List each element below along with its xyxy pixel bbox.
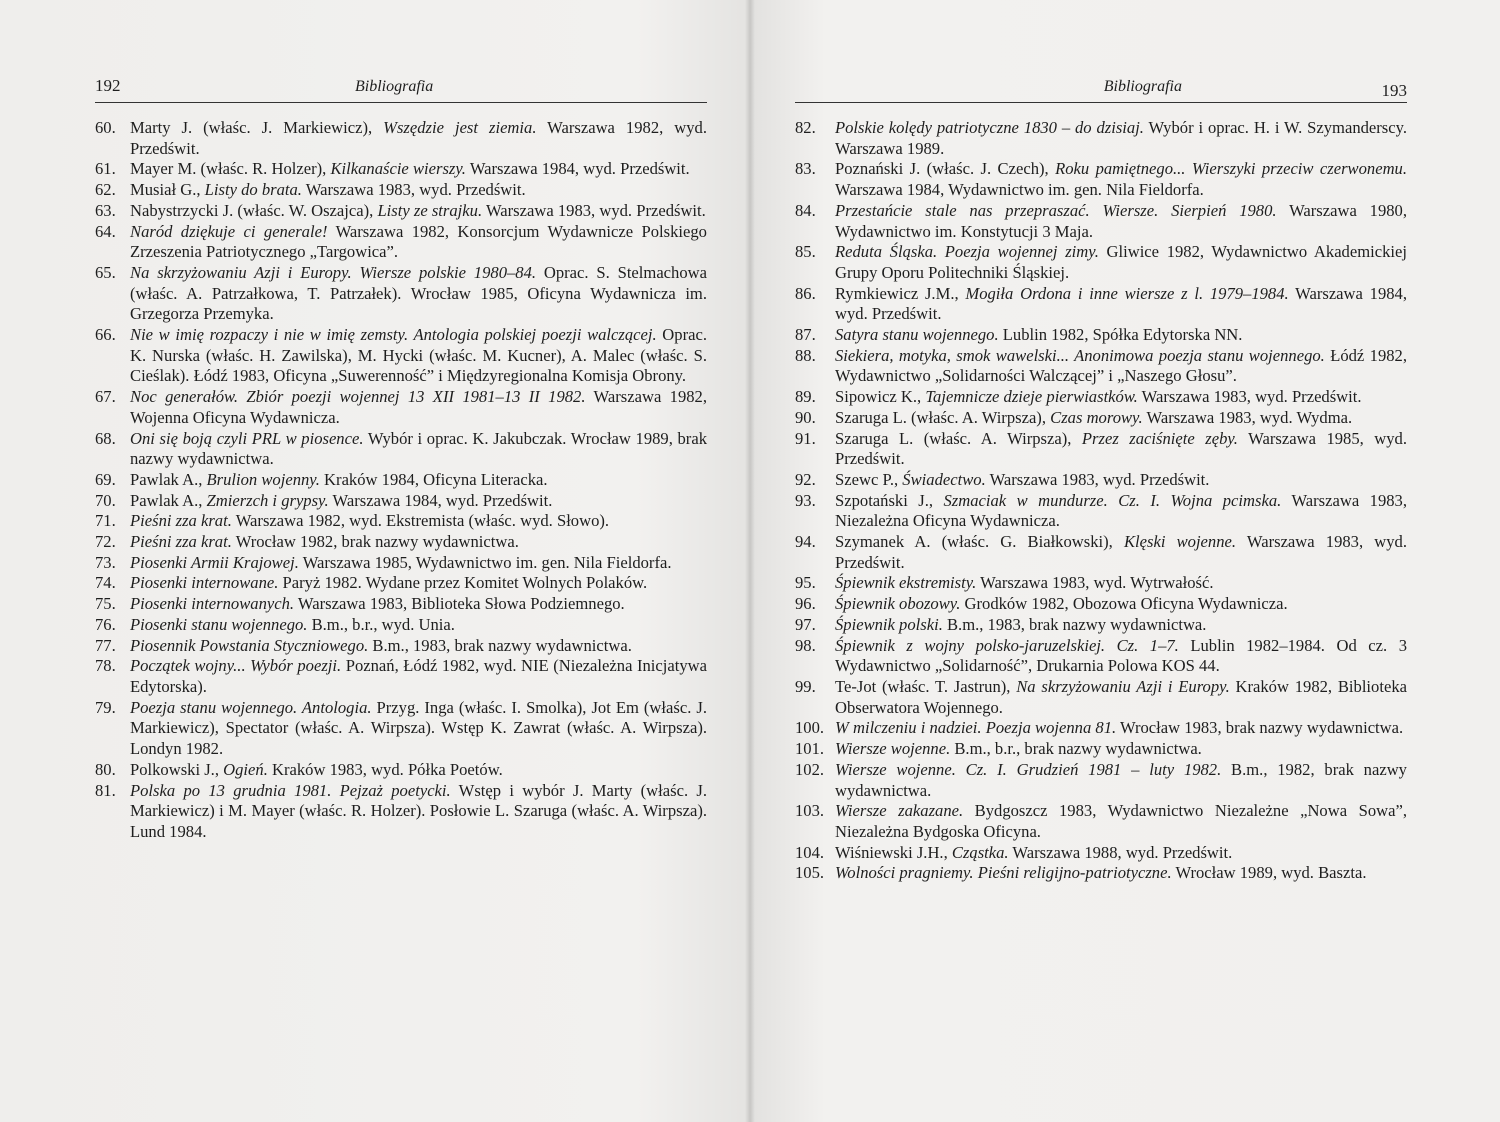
entry-author: Pawlak A., [130,469,207,489]
entry-author: Musiał G., [130,180,205,200]
bibliography-entry [795,677,1407,718]
entry-title: Naród dziękuje ci generale! [130,221,328,241]
entry-author: Szaruga L. (właśc. A. Wirpsza), [835,428,1082,448]
bibliography-entry [95,201,707,222]
entry-title: Brulion wojenny. [206,469,320,489]
entry-number: 74. [95,573,116,593]
entry-number: 104. [795,842,825,862]
bibliography-entry [795,594,1407,615]
entry-number: 80. [95,759,116,779]
entry-publication: Wybór i oprac. K. Jakubczak. Wrocław 1989, brak nazwy wydawnictwa. [130,428,707,469]
entry-number: 89. [795,387,816,407]
left-bibliography-list [95,118,707,843]
bibliography-entry [95,656,707,697]
left-page-number: 192 [95,76,121,95]
entry-title: Reduta Śląska. Poezja wojennej zimy. [835,242,1099,262]
book-gutter [745,0,755,1122]
entry-number: 82. [795,118,816,137]
entry-title: Czas morowy. [1050,407,1143,427]
entry-number: 91. [795,428,816,448]
entry-publication: Warszawa 1980, Wydawnictwo im. Konstytucji 3 Maja. [835,200,1407,241]
entry-title: Satyra stanu wojennego. [835,325,999,345]
entry-title: Przez zaciśnięte zęby. [1081,428,1238,448]
entry-title: Noc generałów. Zbiór poezji wojennej 13 XII 1981–13 II 1982. [130,387,586,407]
entry-publication: Warszawa 1983, wyd. Przedświt. [985,469,1210,489]
bibliography-entry [95,760,707,781]
entry-title: Świadectwo. [902,469,986,489]
entry-number: 93. [795,490,816,510]
entry-publication: Warszawa 1984, wyd. Przedświt. [835,283,1407,324]
entry-publication: Warszawa 1984, wyd. Przedświt. [328,490,553,510]
bibliography-entry [95,636,707,657]
entry-publication: Warszawa 1982, wyd. Przedświt. [130,118,707,158]
bibliography-entry [795,801,1407,842]
entry-publication: Warszawa 1983, wyd. Przedświt. [482,200,706,220]
entry-title: Roku pamiętnego... Wierszyki przeciw czerwonemu. [1055,159,1407,179]
entry-number: 97. [795,614,816,634]
entry-title: Piosennik Powstania Styczniowego. [130,635,369,655]
entry-title: Polska po 13 grudnia 1981. Pejzaż poetycki. [130,780,451,800]
entry-number: 88. [795,345,816,365]
bibliography-entry [795,346,1407,387]
entry-number: 105. [795,863,825,883]
entry-publication: Bydgoszcz 1983, Wydawnictwo Niezależne „Nowa Sowa”, Niezależna Bydgoska Oficyna. [835,801,1407,841]
entry-title: Tajemnicze dzieje pierwiastków. [925,387,1138,407]
bibliography-entry [95,491,707,512]
entry-number: 71. [95,511,116,531]
entry-title: Poezja stanu wojennego. Antologia. [130,697,372,717]
entry-number: 62. [95,180,116,200]
entry-title: Zmierzch i grypsy. [206,490,329,510]
entry-publication: Warszawa 1983, wyd. Wytrwałość. [976,573,1214,593]
entry-title: Śpiewnik polski. [835,614,943,634]
bibliography-entry [795,843,1407,864]
entry-publication: Wstęp i wybór J. Marty (właśc. J. Markiewicz) i M. Mayer (właśc. R. Holzer). Posłowie L. Szaruga (właśc. A. Wirpsza). Lund 1984. [130,780,707,841]
entry-number: 76. [95,614,116,634]
entry-number: 77. [95,635,116,655]
entry-title: Pieśni zza krat. [130,532,232,552]
entry-publication: B.m., b.r., wyd. Unia. [307,614,455,634]
entry-title: Oni się boją czyli PRL w piosence. [130,428,364,448]
bibliography-entry [95,118,707,159]
entry-number: 79. [95,697,116,717]
entry-number: 92. [795,469,816,489]
entry-title: Na skrzyżowaniu Azji i Europy. [1016,676,1230,696]
entry-publication: Kraków 1982, Biblioteka Obserwatora Wojennego. [835,676,1407,717]
entry-author: Wiśniewski J.H., [835,842,952,862]
entry-publication: Wrocław 1982, brak nazwy wydawnictwa. [231,532,519,552]
entry-number: 70. [95,490,116,510]
entry-author: Pawlak A., [130,490,207,510]
entry-title: Śpiewnik obozowy. [835,594,961,614]
entry-publication: Warszawa 1984, wyd. Przedświt. [465,159,690,179]
entry-number: 66. [95,325,116,345]
bibliography-entry [795,718,1407,739]
bibliography-entry [795,325,1407,346]
entry-title: Wiersze wojenne. Cz. I. Grudzień 1981 – luty 1982. [835,759,1222,779]
bibliography-entry [795,739,1407,760]
entry-number: 96. [795,594,816,614]
entry-author: Szewc P., [835,469,903,489]
right-page-header [795,72,1407,103]
entry-publication: Lublin 1982–1984. Od cz. 3 Wydawnictwo „Solidarność”, Drukarnia Polowa KOS 44. [835,635,1407,676]
entry-title: Wiersze wojenne. [835,739,951,759]
bibliography-entry [95,180,707,201]
entry-publication: Poznań, Łódź 1982, wyd. NIE (Niezależna Inicjatywa Edytorska). [130,656,707,696]
entry-title: Na skrzyżowaniu Azji i Europy. Wiersze polskie 1980–84. [130,262,537,282]
bibliography-entry [95,698,707,760]
bibliography-entry [795,118,1407,159]
entry-publication: Warszawa 1983, Biblioteka Słowa Podziemnego. [294,594,625,614]
entry-publication: Warszawa 1985, wyd. Przedświt. [835,428,1408,469]
entry-publication: Lublin 1982, Spółka Edytorska NN. [998,325,1243,345]
entry-title: Listy do brata. [204,180,302,200]
entry-number: 81. [95,780,116,800]
bibliography-entry [795,159,1407,200]
bibliography-entry [95,159,707,180]
entry-author: Mayer M. (właśc. R. Holzer), [130,159,331,179]
entry-publication: Warszawa 1983, wyd. Wydma. [1142,407,1353,427]
bibliography-entry [795,636,1407,677]
entry-title: W milczeniu i nadziei. Poezja wojenna 81. [835,718,1117,738]
entry-number: 103. [795,801,825,821]
left-running-title: Bibliografia [355,78,434,95]
entry-publication: B.m., 1983, brak nazwy wydawnictwa. [368,635,632,655]
entry-title: Wszędzie jest ziemia. [383,118,537,137]
entry-number: 65. [95,262,116,282]
entry-number: 101. [795,739,825,759]
entry-publication: Warszawa 1982, Konsorcjum Wydawnicze Polskiego Zrzeszenia Patriotycznego „Targowica”. [130,221,707,262]
entry-number: 100. [795,718,825,738]
right-page-number: 193 [1381,81,1407,100]
entry-author: Szpotański J., [835,490,944,510]
entry-title: Szmaciak w mundurze. Cz. I. Wojna pcimska. [943,490,1282,510]
entry-title: Piosenki stanu wojennego. [130,614,308,634]
entry-title: Wiersze zakazane. [835,801,964,821]
bibliography-entry [795,863,1407,884]
entry-number: 69. [95,469,116,489]
bibliography-entry [95,553,707,574]
bibliography-entry [95,263,707,325]
bibliography-entry [795,532,1407,573]
entry-number: 64. [95,221,116,241]
bibliography-entry [795,242,1407,283]
entry-number: 90. [795,407,816,427]
entry-title: Cząstka. [951,842,1009,862]
entry-publication: Paryż 1982. Wydane przez Komitet Wolnych Polaków. [278,573,648,593]
entry-title: Listy ze strajku. [377,200,483,220]
entry-publication: Warszawa 1982, Wojenna Oficyna Wydawnicza. [130,387,707,427]
entry-author: Te-Jot (właśc. T. Jastrun), [835,676,1017,696]
entry-number: 87. [795,325,816,345]
entry-publication: Warszawa 1988, wyd. Przedświt. [1008,842,1233,862]
entry-title: Śpiewnik ekstremisty. [835,573,977,593]
bibliography-entry [95,325,707,387]
entry-title: Początek wojny... Wybór poezji. [130,656,342,676]
right-running-title: Bibliografia [1103,78,1182,95]
entry-number: 98. [795,635,816,655]
entry-author: Nabystrzycki J. (właśc. W. Oszajca), [130,200,378,220]
entry-title: Mogiła Ordona i inne wiersze z l. 1979–1984. [965,283,1289,303]
entry-title: Ogień. [223,759,268,779]
bibliography-entry [795,387,1407,408]
entry-number: 78. [95,656,116,676]
entry-number: 102. [795,759,825,779]
entry-publication: Wrocław 1989, wyd. Baszta. [1171,863,1367,883]
entry-author: Rymkiewicz J.M., [835,283,966,303]
bibliography-entry [95,511,707,532]
entry-number: 94. [795,532,816,552]
entry-number: 95. [795,573,816,593]
entry-publication: Grodków 1982, Obozowa Oficyna Wydawnicza. [960,594,1288,614]
bibliography-entry [95,615,707,636]
entry-author: Sipowicz K., [835,387,926,407]
entry-title: Siekiera, motyka, smok wawelski... Anonimowa poezja stanu wojennego. [835,345,1325,365]
bibliography-entry [795,760,1407,801]
entry-number: 75. [95,594,116,614]
entry-publication: Warszawa 1983, Niezależna Oficyna Wydawnicza. [835,490,1407,531]
entry-publication: Gliwice 1982, Wydawnictwo Akademickiej Grupy Oporu Politechniki Śląskiej. [835,242,1407,282]
entry-publication: Warszawa 1984, Wydawnictwo im. gen. Nila Fieldorfa. [835,180,1204,200]
entry-number: 68. [95,428,116,448]
entry-publication: Warszawa 1985, Wydawnictwo im. gen. Nila Fieldorfa. [298,552,672,572]
entry-number: 63. [95,200,116,220]
entry-publication: Kraków 1983, wyd. Półka Poetów. [267,759,503,779]
right-page [750,0,1500,1122]
entry-title: Klęski wojenne. [1123,532,1237,552]
entry-author: Polkowski J., [130,759,224,779]
entry-title: Polskie kolędy patriotyczne 1830 – do dzisiaj. [835,118,1144,137]
entry-number: 72. [95,532,116,552]
entry-title: Piosenki internowanych. [130,594,295,614]
entry-publication: Warszawa 1982, wyd. Ekstremista (właśc. wyd. Słowo). [231,511,610,531]
entry-publication: Warszawa 1983, wyd. Przedświt. [835,532,1408,572]
entry-publication: Kraków 1984, Oficyna Literacka. [319,469,548,489]
entry-title: Przestańcie stale nas przepraszać. Wiersze. Sierpień 1980. [835,200,1277,220]
entry-publication: Oprac. S. Stelmachowa (właśc. A. Patrzałkowa, T. Patrzałek). Wrocław 1985, Oficyna Wydawnicza im. Grzegorza Przemyka. [130,262,707,324]
bibliography-entry [95,222,707,263]
entry-publication: Przyg. Inga (właśc. I. Smolka), Jot Em (właśc. J. Markiewicz), Spectator (właśc. A. Wirpsza). Wstęp K. Zawrat (właśc. A. Wirpsza). Londyn 1982. [130,697,707,759]
bibliography-entry [95,532,707,553]
entry-number: 60. [95,118,116,137]
entry-number: 73. [95,552,116,572]
bibliography-entry [795,408,1407,429]
entry-publication: Wybór i oprac. H. i W. Szymanderscy. Warszawa 1989. [835,118,1407,158]
entry-number: 61. [95,159,116,179]
bibliography-entry [795,201,1407,242]
bibliography-entry [795,284,1407,325]
entry-author: Marty J. (właśc. J. Markiewicz), [130,118,384,137]
entry-title: Pieśni zza krat. [130,511,232,531]
entry-title: Nie w imię rozpaczy i nie w imię zemsty. Antologia polskiej poezji walczącej. [130,325,657,345]
entry-publication: Warszawa 1983, wyd. Przedświt. [301,180,526,200]
entry-title: Kilkanaście wierszy. [330,159,466,179]
entry-publication: Łódź 1982, Wydawnictwo „Solidarności Walczącej” i „Naszego Głosu”. [835,345,1407,386]
entry-number: 99. [795,676,816,696]
entry-title: Piosenki Armii Krajowej. [130,552,299,572]
bibliography-entry [95,387,707,428]
bibliography-entry [795,429,1407,470]
entry-title: Wolności pragniemy. Pieśni religijno-patriotyczne. [835,863,1172,883]
bibliography-entry [95,470,707,491]
bibliography-entry [95,429,707,470]
entry-number: 85. [795,242,816,262]
bibliography-entry [95,594,707,615]
entry-publication: B.m., 1983, brak nazwy wydawnictwa. [942,614,1207,634]
entry-publication: B.m., 1982, brak nazwy wydawnictwa. [835,759,1407,800]
bibliography-entry [95,781,707,843]
entry-title: Śpiewnik z wojny polsko-jaruzelskiej. Cz. 1–7. [835,635,1179,655]
left-page-header [95,72,707,103]
entry-number: 84. [795,200,816,220]
bibliography-entry [95,573,707,594]
right-bibliography-list [795,118,1407,884]
bibliography-entry [795,470,1407,491]
bibliography-entry [795,573,1407,594]
entry-title: Piosenki internowane. [130,573,279,593]
entry-publication: B.m., b.r., brak nazwy wydawnictwa. [950,739,1202,759]
entry-author: Szaruga L. (właśc. A. Wirpsza), [835,407,1051,427]
bibliography-entry [795,491,1407,532]
entry-author: Poznański J. (właśc. J. Czech), [835,159,1056,179]
entry-publication: Wrocław 1983, brak nazwy wydawnictwa. [1116,718,1404,738]
entry-number: 67. [95,387,116,407]
entry-number: 83. [795,159,816,179]
entry-author: Szymanek A. (właśc. G. Białkowski), [835,532,1124,552]
entry-publication: Warszawa 1983, wyd. Przedświt. [1137,387,1362,407]
entry-number: 86. [795,283,816,303]
entry-publication: Oprac. K. Nurska (właśc. H. Zawilska), M. Hycki (właśc. M. Kucner), A. Malec (właśc. S. Cieślak). Łódź 1983, Oficyna „Suwerenność” i Międzyregionalna Komisja Obrony. [130,325,707,386]
bibliography-entry [795,615,1407,636]
